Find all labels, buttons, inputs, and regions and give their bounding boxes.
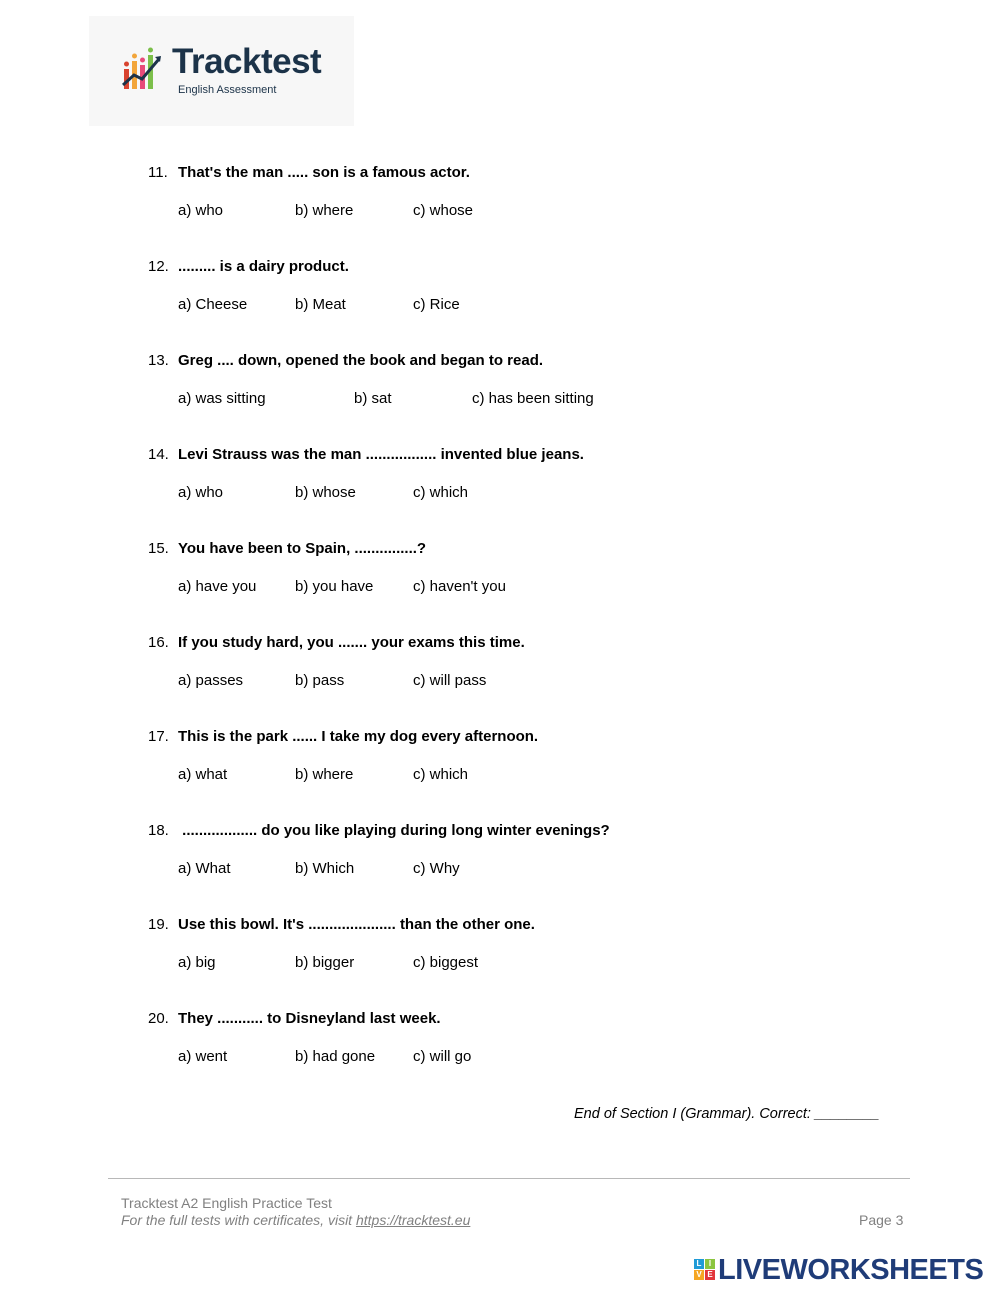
option-c[interactable]: c) biggest	[413, 954, 479, 971]
option-c[interactable]: c) has been sitting	[472, 390, 594, 407]
option-a[interactable]: a) who	[178, 202, 224, 219]
bar-chart-logo-icon	[122, 47, 162, 93]
question-text: .................. do you like playing during long winter evenings?	[178, 822, 610, 839]
block-i: I	[705, 1259, 715, 1269]
question-text: This is the park ...... I take my dog every afternoon.	[178, 728, 539, 745]
option-a[interactable]: a) big	[178, 954, 216, 971]
question-17	[148, 727, 908, 785]
option-a[interactable]: a) Cheese	[178, 296, 248, 313]
question-15	[148, 539, 908, 597]
question-number: 16.	[148, 634, 169, 651]
question-number: 18.	[148, 822, 169, 839]
option-b[interactable]: b) where	[295, 766, 354, 783]
option-a[interactable]: a) what	[178, 766, 228, 783]
logo-subtitle: English Assessment	[178, 84, 277, 96]
question-text: If you study hard, you ....... your exams this time.	[178, 634, 525, 651]
option-b[interactable]: b) you have	[295, 578, 374, 595]
footer-title: Tracktest A2 English Practice Test	[121, 1195, 332, 1211]
option-c[interactable]: c) which	[413, 484, 469, 501]
option-c[interactable]: c) whose	[413, 202, 474, 219]
section-end-score: End of Section I (Grammar). Correct: ________	[574, 1106, 880, 1122]
option-b[interactable]: b) Meat	[295, 296, 346, 313]
liveworksheets-wordmark: LIVEWORKSHEETS	[718, 1254, 984, 1286]
tracktest-link[interactable]: https://tracktest.eu	[355, 1212, 471, 1228]
option-a[interactable]: a) was sitting	[178, 390, 266, 407]
question-text: Levi Strauss was the man ................. invented blue jeans.	[178, 446, 584, 463]
option-c[interactable]: c) will pass	[413, 672, 487, 689]
question-13	[148, 351, 908, 409]
option-b[interactable]: b) Which	[295, 860, 355, 877]
live-blocks-icon	[694, 1259, 716, 1281]
question-12	[148, 257, 908, 315]
option-b[interactable]: b) had gone	[295, 1048, 376, 1065]
block-l: L	[694, 1259, 704, 1269]
question-number: 17.	[148, 728, 169, 745]
question-11	[148, 163, 908, 221]
question-text: That's the man ..... son is a famous actor.	[178, 164, 470, 181]
option-b[interactable]: b) sat	[354, 390, 392, 407]
option-c[interactable]: c) Rice	[413, 296, 460, 313]
option-a[interactable]: a) What	[178, 860, 231, 877]
question-number: 20.	[148, 1010, 169, 1027]
question-number: 13.	[148, 352, 169, 369]
option-c[interactable]: c) haven't you	[413, 578, 506, 595]
option-a[interactable]: a) went	[178, 1048, 228, 1065]
footer-visit-text: For the full tests with certificates, visit	[121, 1212, 356, 1228]
option-a[interactable]: a) passes	[178, 672, 244, 689]
question-text: Use this bowl. It's ..................... than the other one.	[178, 916, 535, 933]
page-number: Page 3	[859, 1212, 904, 1228]
option-a[interactable]: a) have you	[178, 578, 257, 595]
footer-divider	[108, 1178, 910, 1179]
option-a[interactable]: a) who	[178, 484, 224, 501]
question-number: 15.	[148, 540, 169, 557]
block-e: E	[705, 1270, 715, 1280]
question-text: ......... is a dairy product.	[178, 258, 349, 275]
question-18	[148, 821, 908, 879]
question-text: They ........... to Disneyland last week.	[178, 1010, 441, 1027]
block-v: V	[694, 1270, 704, 1280]
footer-visit-line	[121, 1212, 470, 1228]
question-number: 11.	[148, 164, 168, 181]
question-20	[148, 1009, 908, 1067]
option-c[interactable]: c) which	[413, 766, 469, 783]
question-text: You have been to Spain, ...............?	[178, 540, 427, 557]
question-14	[148, 445, 908, 503]
option-b[interactable]: b) whose	[295, 484, 356, 501]
question-number: 14.	[148, 446, 169, 463]
option-c[interactable]: c) will go	[413, 1048, 472, 1065]
question-16	[148, 633, 908, 691]
option-b[interactable]: b) where	[295, 202, 354, 219]
tracktest-logo	[89, 16, 354, 126]
option-b[interactable]: b) bigger	[295, 954, 355, 971]
option-b[interactable]: b) pass	[295, 672, 345, 689]
option-c[interactable]: c) Why	[413, 860, 460, 877]
question-number: 19.	[148, 916, 169, 933]
question-number: 12.	[148, 258, 169, 275]
question-19	[148, 915, 908, 973]
question-text: Greg .... down, opened the book and began to read.	[178, 352, 544, 369]
logo-name: Tracktest	[172, 42, 322, 81]
